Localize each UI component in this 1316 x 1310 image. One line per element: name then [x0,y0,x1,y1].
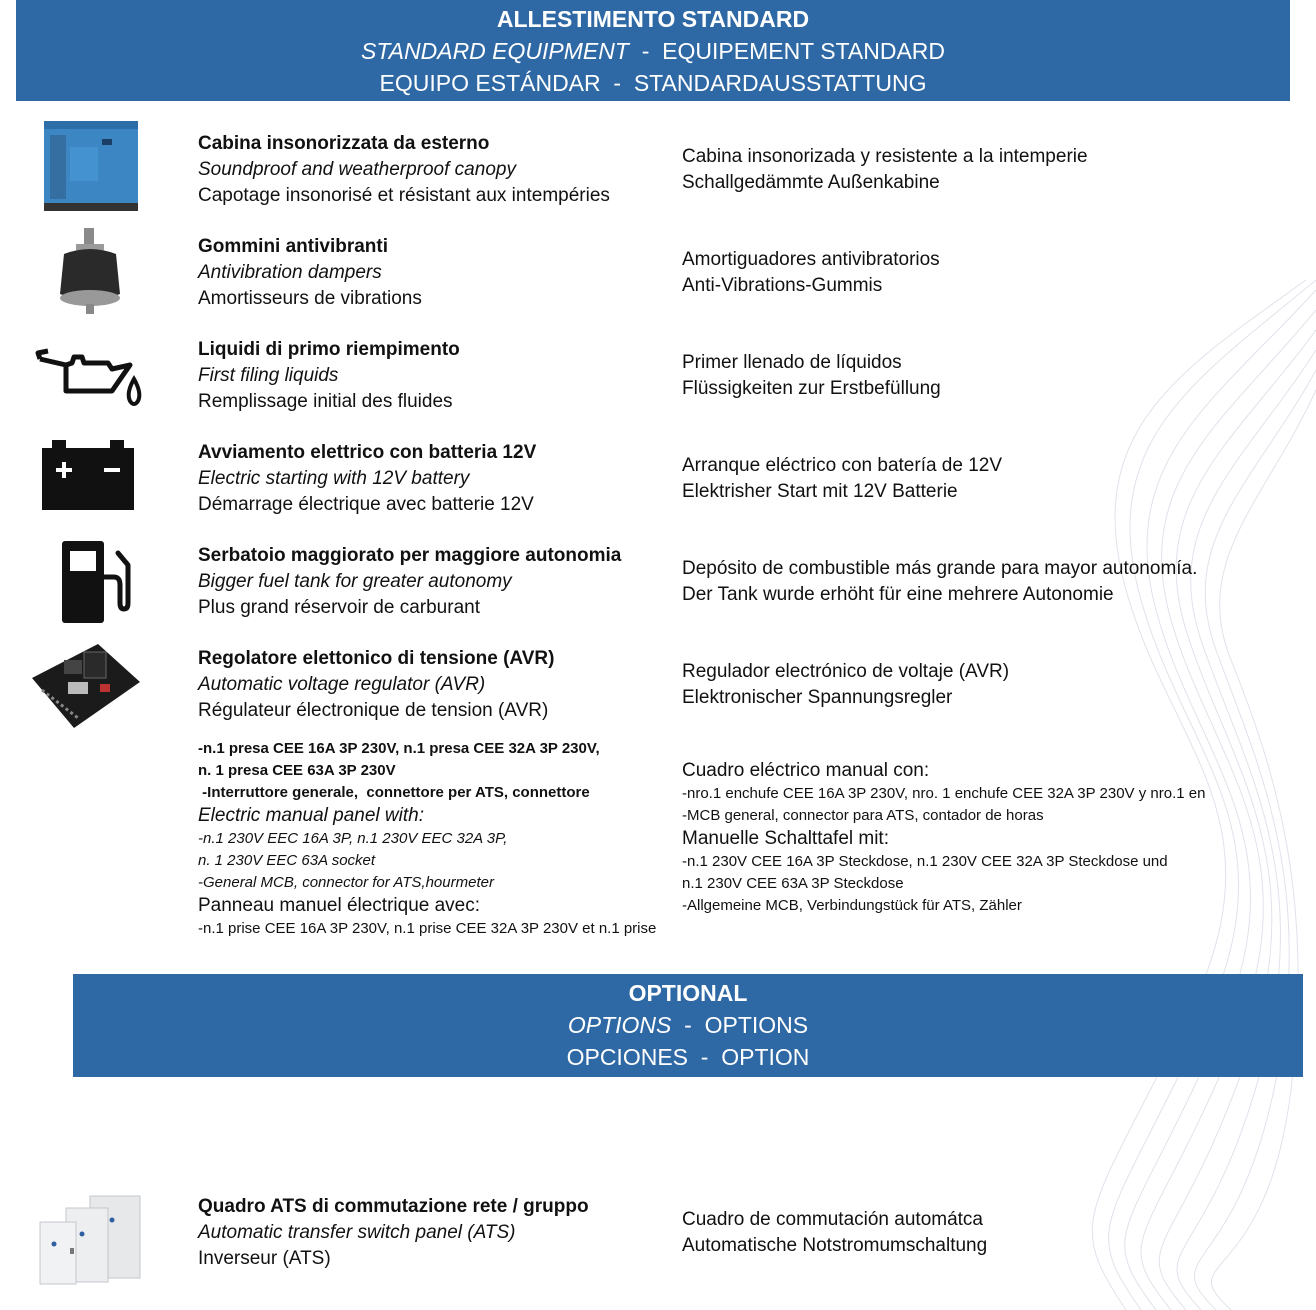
item-title-en: Automatic voltage regulator (AVR) [198,674,486,695]
avr-board-image [28,638,142,734]
canopy-image [40,117,142,213]
item-title-es: Regulador electrónico de voltaje (AVR) [682,661,1010,682]
standard-equipment-banner [16,0,1290,101]
item-text-left [198,543,621,621]
panel-de-line: n.1 230V CEE 63A 3P Steckdose [682,875,904,892]
panel-it-line: -Interruttore generale, connettore per ATS, connettore [198,784,590,801]
item-title-en: Electric starting with 12V battery [198,468,470,489]
item-title-it: Cabina insonorizzata da esterno [198,133,490,154]
item-title-es: Depósito de combustible más grande para mayor autonomía. [682,558,1198,579]
item-text-left [198,131,610,209]
item-title-fr: Capotage insonorisé et résistant aux intempéries [198,185,610,206]
panel-en-title: Electric manual panel with: [198,805,424,826]
item-title-fr: Amortisseurs de vibrations [198,288,422,309]
panel-en-line: n. 1 230V EEC 63A socket [198,852,376,869]
item-title-es: Primer llenado de líquidos [682,352,902,373]
battery-icon [42,438,134,510]
item-title-de: Elektronischer Spannungsregler [682,687,953,708]
item-title-es: Amortiguadores antivibratorios [682,249,940,270]
item-title-en: First filing liquids [198,365,339,386]
item-title-it: Serbatoio maggiorato per maggiore autonomia [198,545,622,566]
item-title-en: Automatic transfer switch panel (ATS) [198,1222,516,1243]
item-title-de: Elektrisher Start mit 12V Batterie [682,481,958,502]
panel-en-line: -General MCB, connector for ATS,hourmeter [198,874,494,891]
item-title-en: Antivibration dampers [198,262,382,283]
item-title-de: Automatische Notstromumschaltung [682,1235,988,1256]
item-text-right [682,659,1009,711]
item-title-fr: Démarrage électrique avec batterie 12V [198,494,534,515]
panel-it-line: -n.1 presa CEE 16A 3P 230V, n.1 presa CEE 32A 3P 230V, [198,740,600,757]
panel-de-line: -n.1 230V CEE 16A 3P Steckdose, n.1 230V CEE 32A 3P Steckdose und [682,853,1168,870]
item-title-fr: Régulateur électronique de tension (AVR) [198,700,549,721]
panel-it-line: n. 1 presa CEE 63A 3P 230V [198,762,396,779]
item-title-de: Schallgedämmte Außenkabine [682,172,940,193]
item-text-right [682,350,941,402]
item-title-it: Quadro ATS di commutazione rete / gruppo [198,1196,589,1217]
oil-can-icon [34,335,146,417]
panel-es-title: Cuadro eléctrico manual con: [682,760,930,781]
fuel-pump-icon [58,537,138,627]
item-title-it: Gommini antivibranti [198,236,389,257]
banner-subtitle-2: EQUIPO ESTÁNDAR - STANDARDAUSSTATTUNG [379,70,927,96]
item-title-es: Cuadro de commutación automátca [682,1209,983,1230]
banner-subtitle-2: OPCIONES - OPTION [566,1044,810,1070]
panel-de-line: -Allgemeine MCB, Verbindungstück für ATS, Zähler [682,897,1022,914]
item-title-de: Der Tank wurde erhöht für eine mehrere Autonomie [682,584,1114,605]
panel-fr-line: -n.1 prise CEE 16A 3P 230V, n.1 prise CEE 32A 3P 230V et n.1 prise [198,920,657,937]
panel-es-line: -MCB general, connector para ATS, contador de horas [682,807,1044,824]
banner-title: OPTIONAL [628,980,748,1006]
item-text-right [682,247,940,299]
item-title-de: Flüssigkeiten zur Erstbefüllung [682,378,941,399]
item-title-fr: Plus grand réservoir de carburant [198,597,480,618]
item-title-en: Bigger fuel tank for greater autonomy [198,571,512,592]
banner-title: ALLESTIMENTO STANDARD [496,6,810,32]
item-text-right [682,144,1088,196]
item-text-left [198,440,536,518]
item-text-right [682,1207,987,1259]
panel-en-line: -n.1 230V EEC 16A 3P, n.1 230V EEC 32A 3P, [198,830,508,847]
item-title-fr: Inverseur (ATS) [198,1248,331,1269]
manual-panel-right [682,759,1205,917]
item-title-it: Avviamento elettrico con batteria 12V [198,442,537,463]
panel-es-line: -nro.1 enchufe CEE 16A 3P 230V, nro. 1 enchufe CEE 32A 3P 230V y nro.1 en [682,785,1206,802]
item-title-fr: Remplissage initial des fluides [198,391,453,412]
panel-de-title: Manuelle Schalttafel mit: [682,828,889,849]
item-text-right [682,556,1197,608]
item-text-right [682,453,1002,505]
item-title-it: Regolatore elettonico di tensione (AVR) [198,648,555,669]
item-title-es: Arranque eléctrico con batería de 12V [682,455,1003,476]
banner-subtitle: OPTIONS - OPTIONS [567,1012,809,1038]
item-text-left [198,646,554,724]
item-text-left [198,1194,589,1272]
item-title-it: Liquidi di primo riempimento [198,339,460,360]
item-title-de: Anti-Vibrations-Gummis [682,275,883,296]
item-text-left [198,234,422,312]
manual-panel-left [198,738,680,940]
item-title-en: Soundproof and weatherproof canopy [198,159,516,180]
item-title-es: Cabina insonorizada y resistente a la intemperie [682,146,1088,167]
ats-panel-image [36,1194,144,1286]
banner-subtitle: STANDARD EQUIPMENT - EQUIPEMENT STANDARD [360,38,946,64]
optional-banner [73,974,1303,1077]
damper-image [50,226,130,316]
item-text-left [198,337,460,415]
panel-fr-title: Panneau manuel électrique avec: [198,895,481,916]
